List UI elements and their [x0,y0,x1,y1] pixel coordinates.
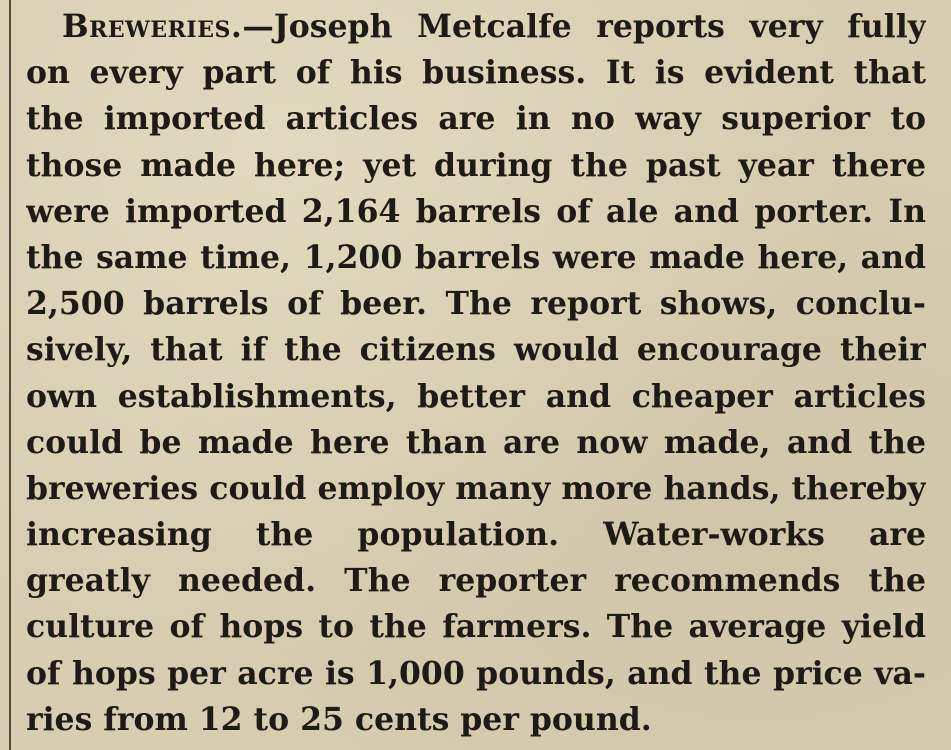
article-heading: Breweries. [62,8,243,45]
column-rule [9,0,11,750]
article-line: were imported 2,164 barrels of ale and porter. In [26,192,926,230]
article-line: 2,500 barrels of beer. The report shows, conclu- [26,285,926,323]
article-line: the same time, 1,200 barrels were made here, and [26,238,926,276]
article-line: own establishments, better and cheaper articles [26,377,926,415]
article-line: greatly needed. The reporter recommends the [26,562,926,600]
article-line: on every part of his business. It is evident that [26,54,926,92]
article-line: the imported articles are in no way superior to [26,100,926,138]
article-line: culture of hops to the farmers. The average yield [26,608,926,646]
article-line: ries from 12 to 25 cents per pound. [26,700,652,738]
article-line: could be made here than are now made, and the [26,423,926,461]
article-text [26,4,926,743]
article-line: of hops per acre is 1,000 pounds, and the price va- [26,654,926,692]
article-line: Breweries.—Joseph Metcalfe reports very fully [62,8,926,45]
article-line: those made here; yet during the past year there [26,146,926,184]
article-line: increasing the population. Water-works are [26,516,926,554]
article-line: breweries could employ many more hands, thereby [26,469,926,507]
article-line: sively, that if the citizens would encourage their [26,331,926,369]
